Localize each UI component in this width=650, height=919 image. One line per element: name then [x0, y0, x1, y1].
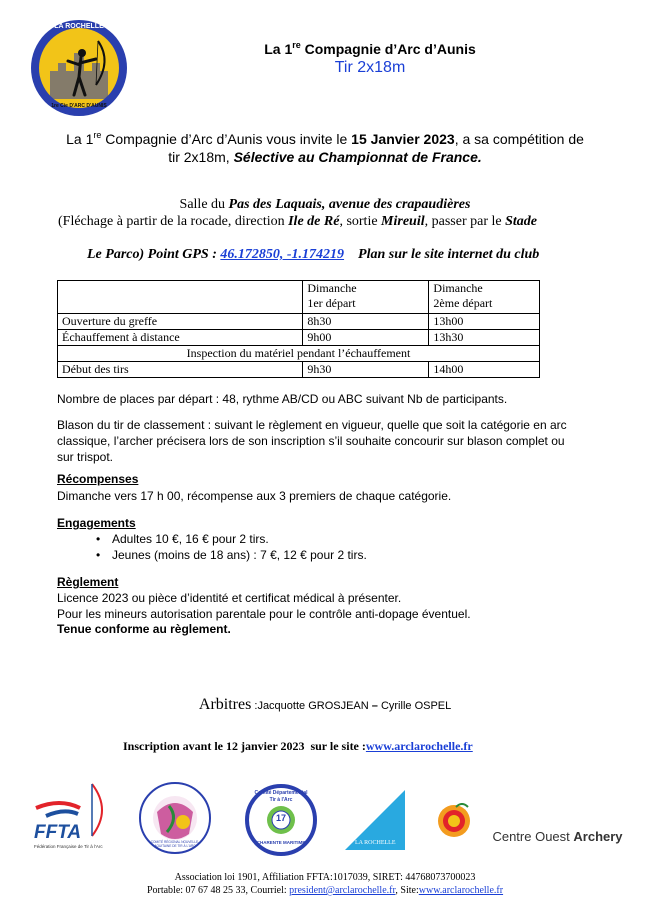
reglement-heading: Règlement — [57, 575, 119, 589]
larochelle-logo — [345, 790, 405, 850]
table-row — [58, 281, 540, 314]
recompenses-text: Dimanche vers 17 h 00, récompense aux 3 premiers de chaque catégorie. — [57, 489, 452, 503]
inspection-cell: Inspection du matériel pendant l’échauffement — [58, 346, 540, 362]
centre-ouest-text: Centre Ouest Archery — [492, 829, 623, 844]
departmental-committee-logo — [245, 784, 317, 856]
invite-line-1: La 1re Compagnie d’Arc d’Aunis vous invite le 15 Janvier 2023, a sa compétition de — [66, 130, 584, 147]
ffta-text: FFTA — [34, 822, 82, 843]
arbitres-name-2: Cyrille OSPEL — [380, 700, 452, 712]
reglement-line-2: Pour les mineurs autorisation parentale pour le contrôle anti-dopage éventuel. — [57, 607, 471, 621]
engagements-list — [92, 531, 552, 563]
table-cell: 8h30 — [303, 314, 429, 330]
email-link[interactable]: president@arclarochelle.fr — [289, 885, 396, 896]
logo-text-bottom: 1re Cie D'ARC D'AUNIS — [51, 103, 107, 109]
venue-line-1: Salle du Pas des Laquais, avenue des crapaudières — [179, 197, 471, 212]
table-cell: 9h00 — [303, 330, 429, 346]
page-title: La 1re Compagnie d’Arc d’Aunis — [264, 40, 476, 57]
table-cell — [58, 281, 303, 314]
footer-line-2: Portable: 07 67 48 25 33, Courriel: president@arclarochelle.fr, Site:www.arclarochelle.fr — [146, 885, 504, 896]
dept-mid-text: Tir à l'Arc — [269, 797, 293, 803]
invite-line-2: tir 2x18m, Sélective au Championnat de France. — [168, 149, 482, 165]
footer-line-1: Association loi 1901, Affiliation FFTA:1017039, SIRET: 44768073700023 — [174, 872, 476, 883]
table-cell: Échauffement à distance — [58, 330, 303, 346]
inscription-line: Inscription avant le 12 janvier 2023 sur le site :www.arclarochelle.fr — [123, 739, 473, 753]
venue-line-2: (Fléchage à partir de la rocade, direction Ile de Ré, sortie Mireuil, passer par le Stade — [58, 214, 537, 229]
reglement-line-1: Licence 2023 ou pièce d’identité et certificat médical à présenter. — [57, 591, 402, 605]
schedule-table — [57, 280, 540, 378]
table-cell: 13h00 — [429, 314, 540, 330]
places-text: Nombre de places par départ : 48, rythme AB/CD ou ABC suivant Nb de participants. — [57, 392, 508, 406]
list-item: • Jeunes (moins de 18 ans) : 7 €, 12 € pour 2 tirs. — [92, 547, 552, 563]
dept-bottom-text: CHARENTE MARITIME — [256, 840, 306, 845]
footer-site-link[interactable]: www.arclarochelle.fr — [418, 885, 504, 896]
recompenses-heading: Récompenses — [57, 472, 139, 486]
table-header-dep1: Dimanche 1er départ — [303, 281, 429, 314]
arbitres-name-1: :Jacquotte GROSJEAN — [251, 700, 369, 712]
venue-line-3: Le Parco) Point GPS : 46.172850, -1.174219 Plan sur le site internet du club — [87, 247, 540, 262]
arbitres-line: Arbitres :Jacquotte GROSJEAN – Cyrille OSPEL — [198, 696, 452, 713]
larochelle-text: LA ROCHELLE — [355, 840, 396, 846]
table-header-dep2: Dimanche 2ème départ — [429, 281, 540, 314]
reglement-line-3: Tenue conforme au règlement. — [57, 622, 231, 636]
table-cell: 14h00 — [429, 362, 540, 378]
gps-link[interactable]: 46.172850, -1.174219 — [220, 247, 345, 262]
ffta-logo — [30, 780, 110, 860]
list-item: • Adultes 10 €, 16 € pour 2 tirs. — [92, 531, 552, 547]
regional-committee-logo — [139, 782, 211, 854]
ffta-subtext: Fédération Française de Tir à l'Arc — [34, 844, 103, 849]
table-row — [58, 346, 540, 362]
table-row — [58, 314, 540, 330]
arbitres-label: Arbitres — [198, 696, 252, 713]
table-cell: 9h30 — [303, 362, 429, 378]
blason-text: Blason du tir de classement : suivant le règlement en vigueur, quelle que soit la catégorie en arc classique, l’archer précisera lors de son inscription s’il souhaite concourir sur blason complet ou sur trispot. — [57, 418, 567, 464]
dept-top-text: Comité Départemental — [254, 790, 308, 796]
engagements-heading: Engagements — [57, 516, 136, 530]
table-cell: Début des tirs — [58, 362, 303, 378]
table-cell: Ouverture du greffe — [58, 314, 303, 330]
logo-text-top: LA ROCHELLE — [54, 23, 104, 30]
centre-ouest-archery-logo — [436, 803, 626, 843]
table-row — [58, 330, 540, 346]
club-logo — [30, 19, 128, 117]
dept-num: 17 — [275, 813, 286, 823]
site-link[interactable]: www.arclarochelle.fr — [365, 739, 473, 753]
regional-text: COMITÉ RÉGIONAL NOUVELLE-AQUITAINE DE TIR À L'ARC — [150, 840, 200, 848]
page-subtitle: Tir 2x18m — [334, 59, 406, 76]
table-row — [58, 362, 540, 378]
table-cell: 13h30 — [429, 330, 540, 346]
